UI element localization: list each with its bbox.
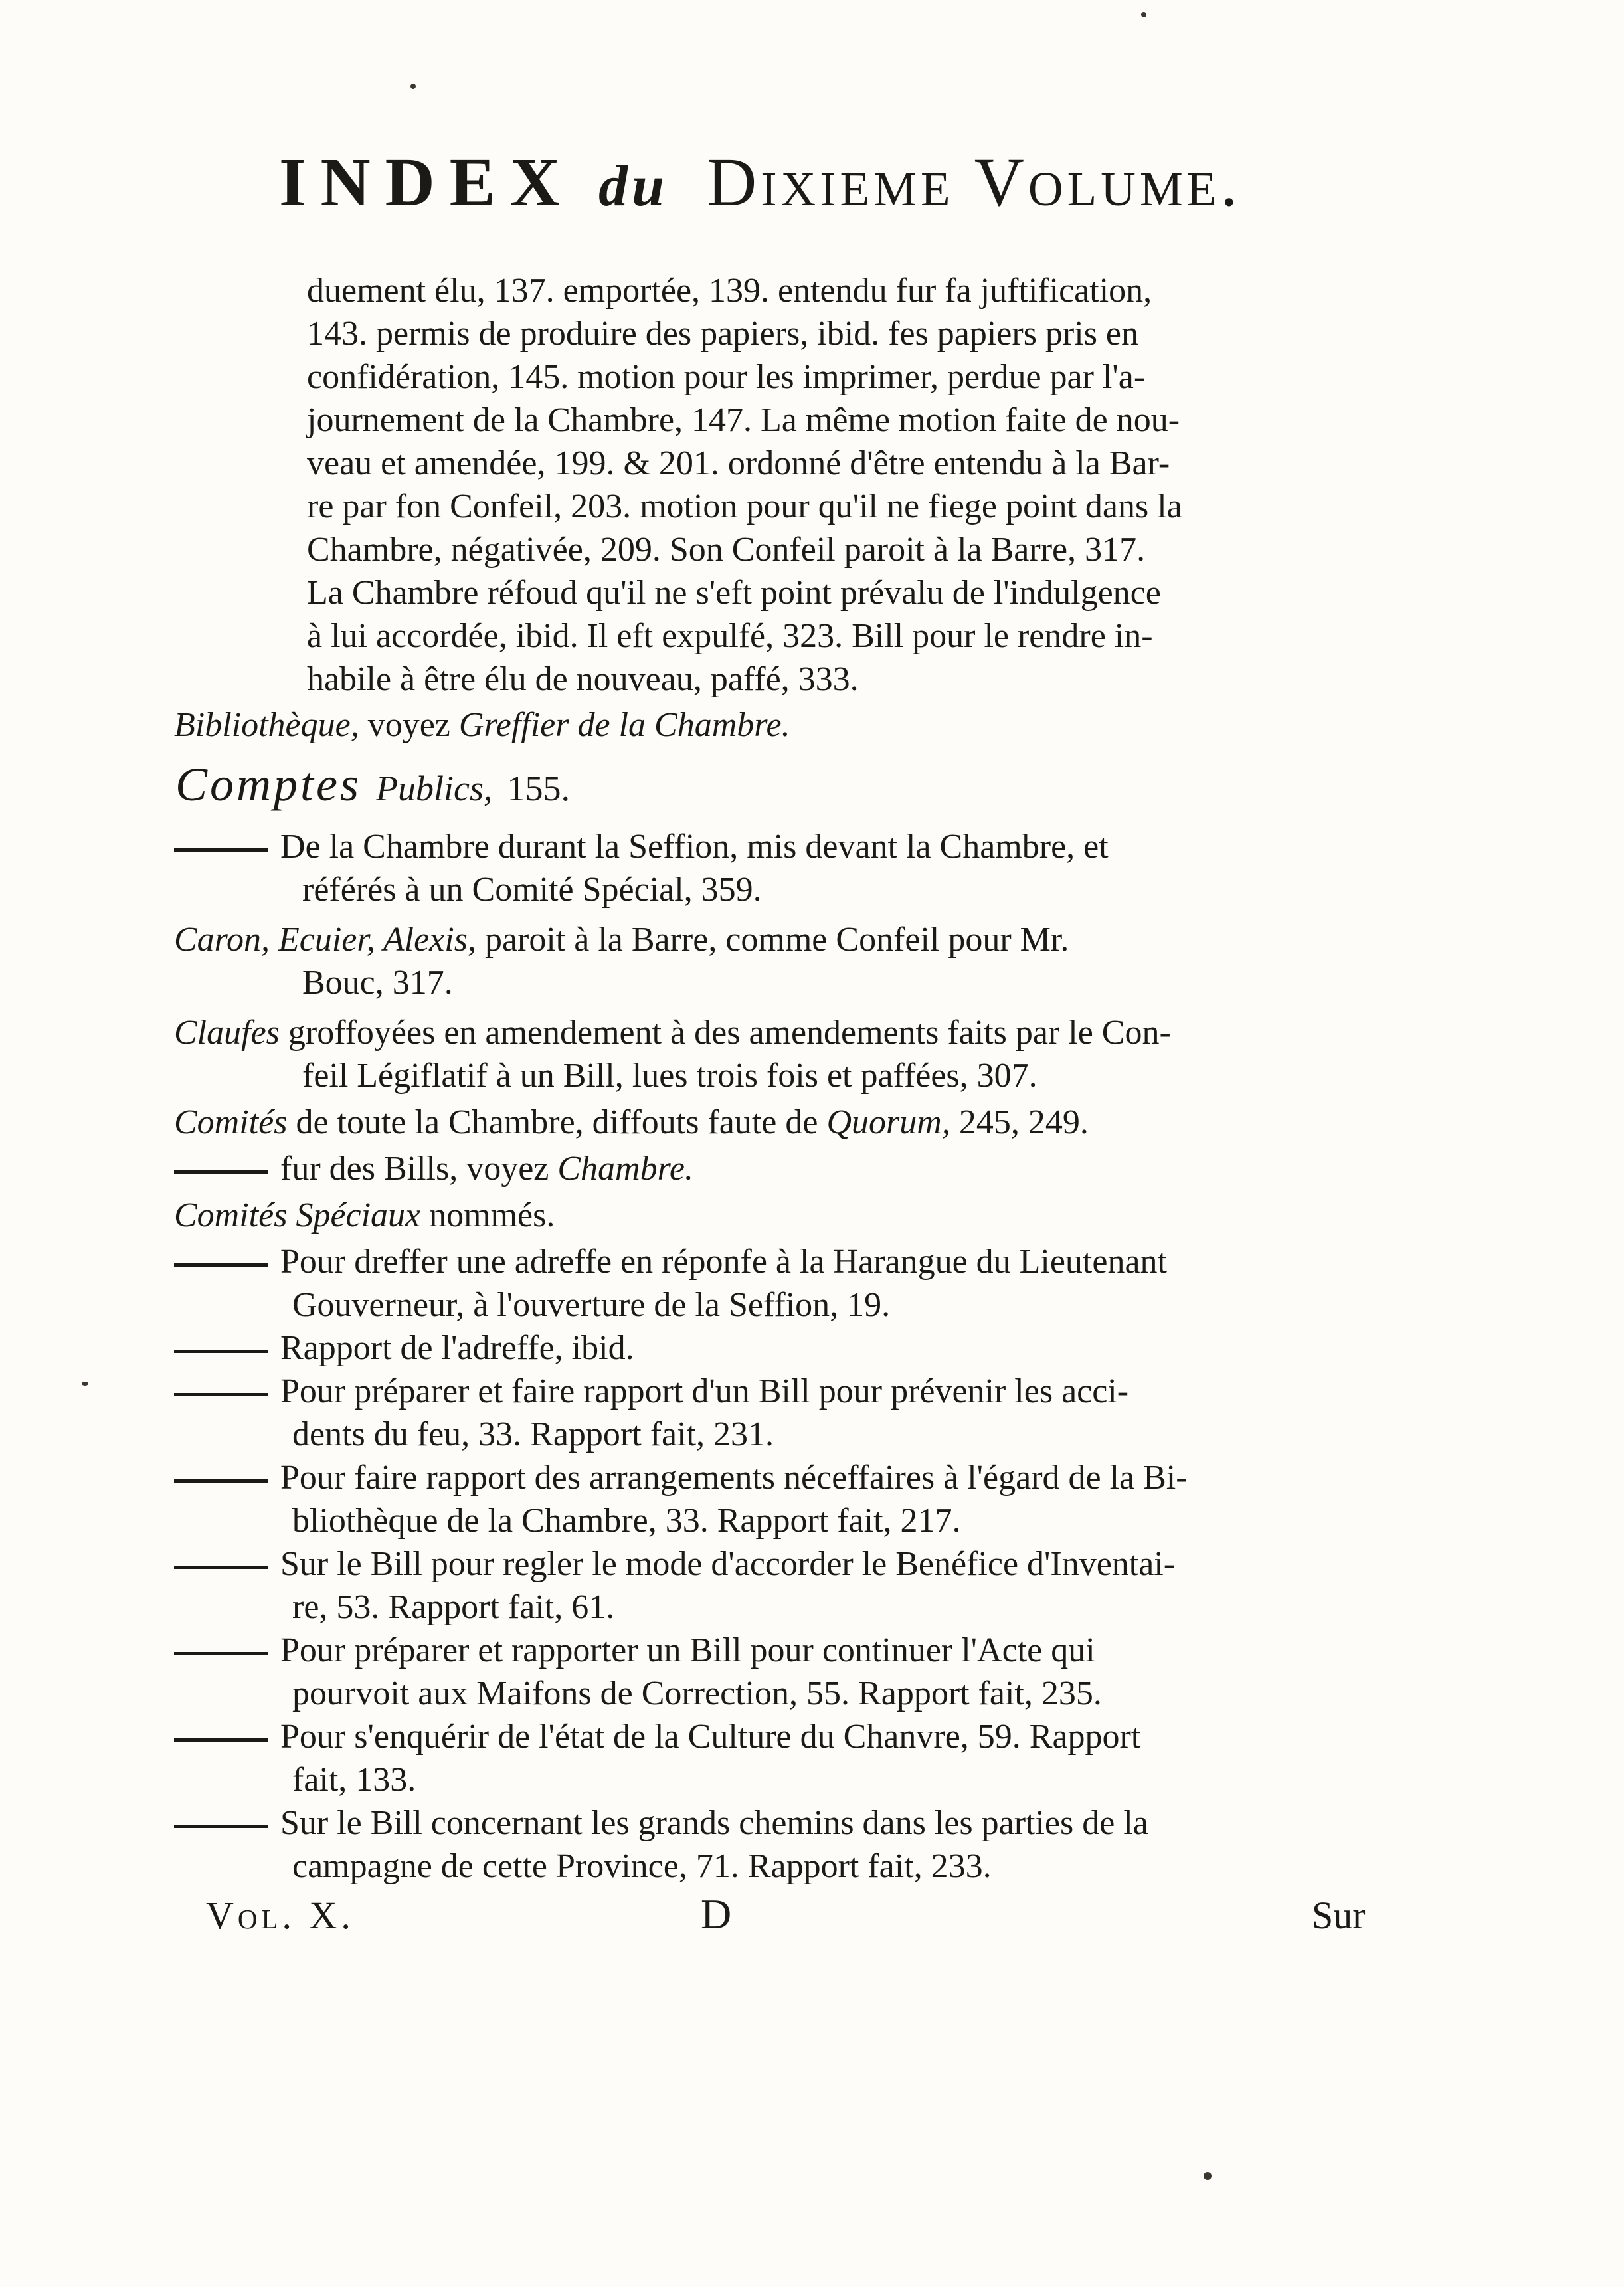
entry-term: Comités (174, 1103, 288, 1141)
header-index-word: INDEX (279, 144, 575, 221)
entry-line: Chambre, négativée, 209. Son Confeil paroit à la Barre, 317. (307, 531, 1146, 569)
entry-line: Bouc, 317. (302, 964, 453, 1002)
entry-line: feil Légiflatif à un Bill, lues trois fois et paffées, 307. (302, 1057, 1038, 1095)
dash-entry-line (174, 1803, 1148, 1843)
entry-comites (174, 1103, 1089, 1143)
dash-entry-line (174, 1631, 1095, 1671)
ditto-dash (174, 1825, 268, 1828)
entry-line: veau et amendée, 199. & 201. ordonné d'être entendu à la Bar- (307, 444, 1170, 482)
dash-entry-line (174, 1242, 1167, 1282)
ditto-dash (174, 1350, 268, 1353)
ditto-dash (174, 1393, 268, 1396)
entry-line: habile à être élu de nouveau, paffé, 333. (307, 660, 859, 698)
entry-text: Sur le Bill concernant les grands chemins dans les parties de la (280, 1804, 1148, 1842)
dash-entry-line (174, 1544, 1175, 1584)
entry-voyez: voyez (367, 706, 450, 744)
entry-line: duement élu, 137. emportée, 139. entendu fur fa juftification, (307, 272, 1152, 310)
entry-line: référés à un Comité Spécial, 359. (302, 871, 762, 909)
entry-text: nommés. (429, 1196, 555, 1234)
dash-entry-line (174, 1372, 1128, 1412)
entry-line: pourvoit aux Maifons de Correction, 55. Rapport fait, 235. (292, 1675, 1102, 1712)
entry-term: Bibliothèque, (174, 706, 359, 744)
entry-term: Caron, Ecuier, Alexis, (174, 921, 476, 959)
entry-comites-speciaux (174, 1196, 555, 1235)
paper-speck (410, 84, 416, 89)
entry-text: Rapport de l'adreffe, ibid. (280, 1329, 634, 1367)
dash-entry-line (174, 1458, 1188, 1498)
entry-line: campagne de cette Province, 71. Rapport fait, 233. (292, 1847, 992, 1885)
entry-text: groffoyées en amendement à des amendements faits par le Con- (288, 1014, 1171, 1052)
footer-signature-mark: D (701, 1890, 732, 1938)
ditto-dash (174, 1479, 268, 1483)
dash-entry-line (174, 1328, 634, 1368)
entry-claufes (174, 1013, 1171, 1053)
entry-term: Comités Spéciaux (174, 1196, 421, 1234)
paper-speck (1204, 2172, 1212, 2180)
entry-line (174, 827, 1109, 867)
entry-pages: 245, 249. (958, 1103, 1089, 1141)
entry-line: Gouverneur, à l'ouverture de la Seffion, 19. (292, 1286, 891, 1324)
entry-line: confidération, 145. motion pour les imprimer, perdue par l'a- (307, 358, 1146, 396)
entry-text: fur des Bills, voyez (280, 1150, 549, 1188)
ditto-dash (174, 848, 268, 852)
entry-line: re par fon Confeil, 203. motion pour qu'il ne fiege point dans la (307, 488, 1182, 525)
footer-volume: Vol. X. (206, 1894, 355, 1937)
ditto-dash (174, 1738, 268, 1742)
entry-line: 143. permis de produire des papiers, ibid. fes papiers pris en (307, 315, 1139, 353)
entry-text: de toute la Chambre, diffouts faute de (296, 1103, 818, 1141)
entry-text: Pour préparer et rapporter un Bill pour continuer l'Acte qui (280, 1631, 1095, 1669)
entry-ref: Chambre. (557, 1150, 693, 1188)
entry-line: journement de la Chambre, 147. La même motion faite de nou- (307, 401, 1180, 439)
ditto-dash (174, 1566, 268, 1569)
entry-text: Pour s'enquérir de l'état de la Culture du Chanvre, 59. Rapport (280, 1718, 1141, 1756)
entry-bibliotheque (174, 705, 790, 745)
header-du: du (598, 154, 669, 219)
entry-line: La Chambre réfoud qu'il ne s'eft point prévalu de l'indulgence (307, 574, 1161, 612)
ditto-dash (174, 1652, 268, 1655)
heading-title: Comptes (175, 758, 361, 811)
entry-line: dents du feu, 33. Rapport fait, 231. (292, 1416, 774, 1453)
header-volume-title: Dixieme Volume. (707, 144, 1242, 221)
entry-text: Pour dreffer une adreffe en réponfe à la Harangue du Lieutenant (280, 1243, 1167, 1281)
entry-line: bliothèque de la Chambre, 33. Rapport fait, 217. (292, 1502, 961, 1540)
heading-subtitle: Publics, (376, 769, 493, 808)
ditto-dash (174, 1263, 268, 1267)
paper-speck (1141, 12, 1146, 17)
entry-text: De la Chambre durant la Seffion, mis devant la Chambre, et (280, 828, 1109, 866)
entry-text: paroit à la Barre, comme Confeil pour Mr. (484, 921, 1069, 959)
page-header (279, 143, 1362, 222)
entry-text: Pour faire rapport des arrangements néceffaires à l'égard de la Bi- (280, 1459, 1188, 1497)
footer-catchword: Sur (1312, 1894, 1366, 1937)
entry-line: fait, 133. (292, 1761, 416, 1799)
entry-text: Sur le Bill pour regler le mode d'accorder le Benéfice d'Inventai- (280, 1545, 1176, 1583)
entry-comites-bills (174, 1149, 693, 1189)
entry-ref: Greffier de la Chambre. (458, 706, 790, 744)
entry-line: re, 53. Rapport fait, 61. (292, 1588, 615, 1626)
entry-text: Pour préparer et faire rapport d'un Bill pour prévenir les acci- (280, 1372, 1129, 1410)
heading-page: 155. (507, 769, 570, 808)
entry-term: Claufes (174, 1014, 280, 1052)
dash-entry-line (174, 1717, 1140, 1757)
entry-caron (174, 920, 1069, 960)
ditto-dash (174, 1170, 268, 1174)
section-heading-comptes (175, 757, 570, 812)
entry-line: à lui accordée, ibid. Il eft expulfé, 323. Bill pour le rendre in- (307, 617, 1153, 655)
paper-speck (82, 1382, 88, 1386)
entry-quorum: Quorum, (826, 1103, 950, 1141)
